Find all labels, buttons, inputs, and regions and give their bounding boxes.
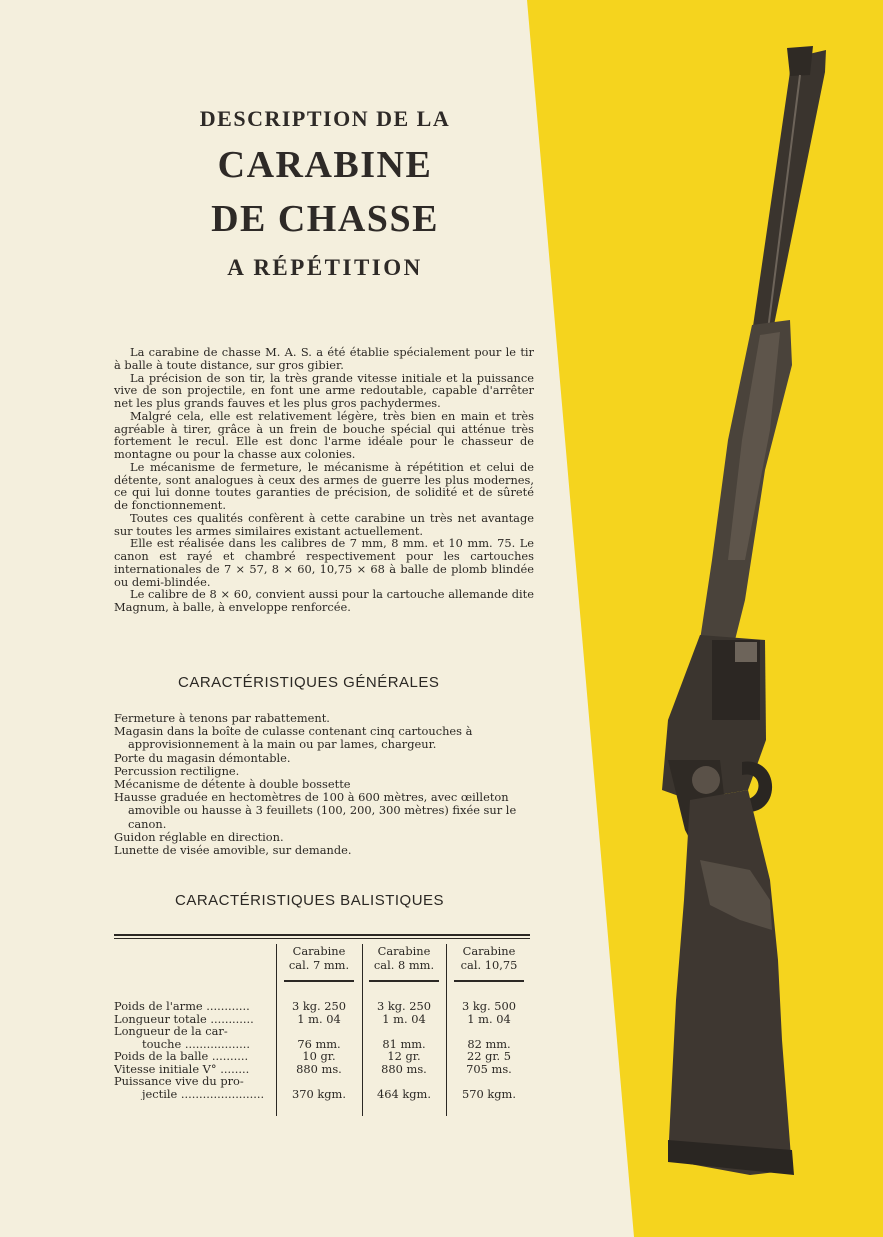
table-top-rule-thin (114, 938, 530, 939)
column-header-7mm (278, 944, 360, 972)
list-item: Mécanisme de détente à double bossette (114, 777, 351, 792)
table-cell: 3 kg. 500 (461, 999, 517, 1013)
list-item: Lunette de visée amovible, sur demande. (114, 843, 352, 858)
row-labels (114, 1000, 274, 1100)
table-cell: 705 ms. (466, 1061, 512, 1076)
title-line-3: DE CHASSE (211, 198, 439, 240)
row-label: jectile ....................... (142, 1087, 265, 1100)
intro-paragraph: Elle est réalisée dans les calibres de 7 mm, 8 mm. et 10 mm. 75. Le canon est rayé et chambré respectivement pour les cartouches internationales de 7 × 57, 8 × 60, 10,75 × 68 à balle de plomb blindée ou demi-blindée. (114, 536, 534, 589)
table-cell: 3 kg. 250 (291, 999, 347, 1013)
list-item: Porte du magasin démontable. (114, 750, 291, 765)
table-cell: 3 kg. 250 (376, 999, 432, 1013)
row-label: Poids de l'arme ............ (114, 1000, 250, 1013)
table-cell: 81 mm. (382, 1036, 426, 1051)
table-cell: 82 mm. (467, 1036, 511, 1051)
general-list (114, 712, 534, 857)
ballistic-table (114, 930, 530, 1122)
table-cell: 880 ms. (296, 1061, 342, 1076)
column-header-rule (284, 980, 354, 982)
table-cell: 12 gr. (387, 1049, 421, 1063)
table-cell: 76 mm. (297, 1036, 341, 1051)
intro-paragraph: Le calibre de 8 × 60, convient aussi pour la cartouche allemande dite Magnum, à balle, à enveloppe renforcée. (114, 587, 534, 614)
table-cell: 1 m. 04 (382, 1011, 426, 1026)
ballistic-heading: CARACTÉRISTIQUES BALISTIQUES (175, 892, 445, 909)
list-item: Magasin dans la boîte de culasse contenant cinq cartouches à approvisionnement à la main ou par lames, chargeur. (114, 724, 473, 752)
column-header-8mm (363, 944, 445, 972)
table-cell: 370 kgm. (292, 1086, 346, 1101)
table-cell: 880 ms. (381, 1061, 427, 1076)
column-header-line: cal. 7 mm. (288, 958, 350, 972)
table-top-rule (114, 934, 530, 936)
column-header-line: Carabine (462, 944, 516, 958)
table-cell: 10 gr. (302, 1049, 336, 1063)
table-cell: 570 kgm. (462, 1086, 516, 1101)
column-header-10-75 (448, 944, 530, 972)
row-label: Longueur totale ............ (114, 1012, 254, 1025)
table-cell: 1 m. 04 (297, 1011, 341, 1026)
column-header-line: Carabine (292, 944, 346, 958)
general-heading: CARACTÉRISTIQUES GÉNÉRALES (178, 674, 440, 691)
intro-paragraph: Le mécanisme de fermeture, le mécanisme à répétition et celui de détente, sont analogues à ceux des armes de guerre les plus modernes, ce qui lui donne toutes garanties de précision, de solidité et de sûreté de fonctionnement. (114, 459, 534, 512)
column-header-line: cal. 8 mm. (373, 958, 435, 972)
row-label: touche .................. (142, 1037, 251, 1050)
intro-text (114, 346, 534, 614)
column-divider (276, 944, 277, 1116)
column-header-rule (454, 980, 524, 982)
title-line-4: A RÉPÉTITION (227, 255, 423, 280)
table-cell: 1 m. 04 (467, 1011, 511, 1026)
intro-paragraph: La précision de son tir, la très grande vitesse initiale et la puissance vive de son projectile, en font une arme redoutable, capable d'arrêter net les plus grands fauves et les plus gros pachydermes. (114, 370, 534, 410)
row-label: Longueur de la car- (114, 1025, 228, 1038)
row-label: Poids de la balle .......... (114, 1050, 249, 1063)
title-block (100, 104, 550, 288)
column-header-line: cal. 10,75 (460, 958, 518, 972)
table-cell: 22 gr. 5 (466, 1049, 512, 1063)
list-item: Percussion rectiligne. (114, 763, 240, 778)
list-item: Hausse graduée en hectomètres de 100 à 600 mètres, avec œilleton amovible ou hausse à 3 feuillets (100, 200, 300 mètres) fixée sur le canon. (114, 790, 517, 831)
column-divider (446, 944, 447, 1116)
intro-paragraph: La carabine de chasse M. A. S. a été établie spécialement pour le tir à balle à toute distance, sur gros gibier. (114, 345, 534, 372)
intro-paragraph: Toutes ces qualités confèrent à cette carabine un très net avantage sur toutes les armes similaires existant actuellement. (114, 510, 534, 538)
title-line-2: CARABINE (217, 144, 433, 186)
list-item: Fermeture à tenons par rabattement. (114, 711, 330, 725)
intro-paragraph: Malgré cela, elle est relativement légère, très bien en main et très agréable à tirer, grâce à un frein de bouche spécial qui atténue très fortement le recul. Elle est donc l'arme idéale pour le chasseur de montagne ou pour la chasse aux colonies. (114, 408, 534, 461)
column-header-line: Carabine (377, 944, 431, 958)
row-label: Puissance vive du pro- (114, 1075, 244, 1088)
list-item: Guidon réglable en direction. (114, 829, 284, 844)
row-label: Vitesse initiale V° ........ (114, 1062, 250, 1075)
title-line-1: DESCRIPTION DE LA (199, 106, 451, 131)
table-cell: 464 kgm. (377, 1086, 431, 1101)
column-header-rule (369, 980, 439, 982)
